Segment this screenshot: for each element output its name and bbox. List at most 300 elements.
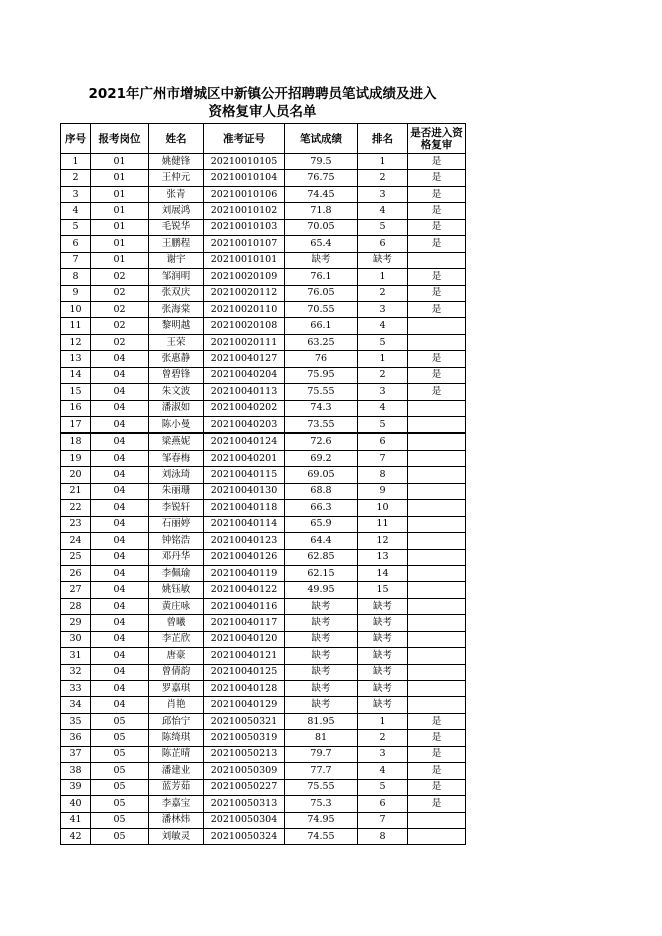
cell-index: 40	[61, 796, 91, 812]
cell-exam-id: 20210020111	[204, 334, 285, 350]
table-row	[61, 467, 466, 483]
cell-position: 05	[91, 828, 149, 844]
table-row	[61, 269, 466, 285]
cell-exam-id: 20210050319	[204, 730, 285, 746]
table-row	[61, 664, 466, 680]
cell-score: 65.4	[285, 236, 358, 252]
cell-position: 04	[91, 400, 149, 416]
cell-rank: 2	[358, 285, 408, 301]
cell-index: 2	[61, 170, 91, 186]
cell-score: 缺考	[285, 648, 358, 664]
table-row	[61, 170, 466, 186]
cell-exam-id: 20210050304	[204, 812, 285, 828]
cell-name: 梁燕妮	[149, 433, 204, 450]
table-row	[61, 301, 466, 317]
cell-position: 05	[91, 796, 149, 812]
cell-index: 10	[61, 301, 91, 317]
cell-rank: 1	[358, 154, 408, 170]
cell-rank: 8	[358, 467, 408, 483]
cell-index: 13	[61, 351, 91, 367]
cell-rank: 5	[358, 417, 408, 434]
cell-score: 64.4	[285, 533, 358, 549]
cell-index: 15	[61, 384, 91, 400]
cell-exam-id: 20210040129	[204, 697, 285, 713]
cell-exam-id: 20210010103	[204, 219, 285, 235]
page-title	[60, 85, 465, 121]
table-row	[61, 730, 466, 746]
cell-rank: 14	[358, 565, 408, 581]
header-score: 笔试成绩	[285, 124, 358, 154]
cell-score: 68.8	[285, 483, 358, 499]
cell-index: 21	[61, 483, 91, 499]
cell-score: 79.7	[285, 746, 358, 762]
title-line-2: 资格复审人员名单	[208, 104, 317, 120]
cell-index: 28	[61, 598, 91, 614]
cell-name: 唐豪	[149, 648, 204, 664]
cell-position: 04	[91, 697, 149, 713]
cell-name: 黄庄咏	[149, 598, 204, 614]
cell-name: 李嘉宝	[149, 796, 204, 812]
cell-index: 6	[61, 236, 91, 252]
cell-exam-id: 20210040203	[204, 417, 285, 434]
cell-name: 石丽婷	[149, 516, 204, 532]
cell-exam-id: 20210020109	[204, 269, 285, 285]
cell-name: 李锐轩	[149, 500, 204, 516]
cell-name: 姚健锋	[149, 154, 204, 170]
cell-exam-id: 20210040125	[204, 664, 285, 680]
cell-review: 是	[408, 269, 466, 285]
cell-position: 01	[91, 219, 149, 235]
cell-exam-id: 20210040120	[204, 631, 285, 647]
cell-name: 罗嘉琪	[149, 681, 204, 697]
cell-score: 缺考	[285, 664, 358, 680]
cell-name: 蓝芳茹	[149, 779, 204, 795]
cell-name: 潘淑如	[149, 400, 204, 416]
cell-exam-id: 20210040123	[204, 533, 285, 549]
cell-rank: 1	[358, 269, 408, 285]
cell-name: 朱文波	[149, 384, 204, 400]
cell-position: 04	[91, 615, 149, 631]
cell-rank: 9	[358, 483, 408, 499]
cell-name: 张惠静	[149, 351, 204, 367]
cell-name: 张双庆	[149, 285, 204, 301]
cell-index: 22	[61, 500, 91, 516]
header-name: 姓名	[149, 124, 204, 154]
cell-review: 是	[408, 713, 466, 729]
cell-position: 04	[91, 500, 149, 516]
cell-position: 04	[91, 648, 149, 664]
table-row	[61, 549, 466, 565]
cell-position: 04	[91, 565, 149, 581]
cell-index: 29	[61, 615, 91, 631]
cell-exam-id: 20210020110	[204, 301, 285, 317]
cell-exam-id: 20210040122	[204, 582, 285, 598]
cell-index: 11	[61, 318, 91, 334]
cell-review	[408, 417, 466, 434]
cell-name: 潘林炜	[149, 812, 204, 828]
cell-exam-id: 20210010106	[204, 186, 285, 202]
cell-rank: 缺考	[358, 697, 408, 713]
cell-rank: 6	[358, 236, 408, 252]
table-row	[61, 582, 466, 598]
cell-score: 76.1	[285, 269, 358, 285]
cell-index: 31	[61, 648, 91, 664]
cell-exam-id: 20210010102	[204, 203, 285, 219]
cell-review	[408, 500, 466, 516]
cell-index: 35	[61, 713, 91, 729]
cell-score: 缺考	[285, 598, 358, 614]
cell-review	[408, 516, 466, 532]
cell-review	[408, 252, 466, 268]
cell-score: 缺考	[285, 615, 358, 631]
table-row	[61, 565, 466, 581]
table-row	[61, 384, 466, 400]
header-rank: 排名	[358, 124, 408, 154]
cell-rank: 缺考	[358, 598, 408, 614]
cell-rank: 6	[358, 433, 408, 450]
cell-exam-id: 20210010104	[204, 170, 285, 186]
table-row	[61, 450, 466, 466]
cell-rank: 缺考	[358, 664, 408, 680]
cell-exam-id: 20210040201	[204, 450, 285, 466]
cell-exam-id: 20210020112	[204, 285, 285, 301]
table-row	[61, 533, 466, 549]
table-row	[61, 796, 466, 812]
table-row	[61, 433, 466, 450]
cell-position: 04	[91, 631, 149, 647]
cell-score: 69.05	[285, 467, 358, 483]
cell-name: 曾倩韵	[149, 664, 204, 680]
cell-review: 是	[408, 763, 466, 779]
cell-review	[408, 648, 466, 664]
cell-score: 49.95	[285, 582, 358, 598]
cell-review	[408, 400, 466, 416]
cell-review	[408, 828, 466, 844]
cell-position: 01	[91, 252, 149, 268]
cell-review	[408, 598, 466, 614]
cell-rank: 4	[358, 203, 408, 219]
cell-review	[408, 582, 466, 598]
cell-exam-id: 20210040130	[204, 483, 285, 499]
table-row	[61, 598, 466, 614]
cell-review: 是	[408, 367, 466, 383]
table-row	[61, 763, 466, 779]
cell-index: 32	[61, 664, 91, 680]
table-body	[61, 154, 466, 845]
table-row	[61, 516, 466, 532]
table-row	[61, 351, 466, 367]
cell-exam-id: 20210040116	[204, 598, 285, 614]
cell-score: 75.3	[285, 796, 358, 812]
cell-position: 04	[91, 367, 149, 383]
cell-position: 04	[91, 433, 149, 450]
cell-index: 24	[61, 533, 91, 549]
cell-exam-id: 20210040113	[204, 384, 285, 400]
cell-rank: 1	[358, 713, 408, 729]
cell-index: 19	[61, 450, 91, 466]
cell-score: 65.9	[285, 516, 358, 532]
cell-score: 缺考	[285, 631, 358, 647]
table-row	[61, 746, 466, 762]
cell-position: 02	[91, 269, 149, 285]
cell-score: 72.6	[285, 433, 358, 450]
table-row	[61, 697, 466, 713]
table-row	[61, 681, 466, 697]
cell-rank: 10	[358, 500, 408, 516]
cell-name: 张青	[149, 186, 204, 202]
cell-review: 是	[408, 236, 466, 252]
cell-position: 05	[91, 779, 149, 795]
table-row	[61, 203, 466, 219]
cell-exam-id: 20210040202	[204, 400, 285, 416]
cell-review	[408, 631, 466, 647]
cell-name: 谢宇	[149, 252, 204, 268]
cell-position: 01	[91, 236, 149, 252]
table-row	[61, 334, 466, 350]
cell-exam-id: 20210040127	[204, 351, 285, 367]
cell-review	[408, 812, 466, 828]
cell-index: 9	[61, 285, 91, 301]
table-row	[61, 219, 466, 235]
cell-index: 16	[61, 400, 91, 416]
cell-review	[408, 467, 466, 483]
table-row	[61, 779, 466, 795]
cell-index: 12	[61, 334, 91, 350]
table-row	[61, 252, 466, 268]
cell-review	[408, 615, 466, 631]
cell-name: 刘展鸿	[149, 203, 204, 219]
cell-review: 是	[408, 746, 466, 762]
cell-score: 74.45	[285, 186, 358, 202]
cell-review	[408, 433, 466, 450]
cell-index: 5	[61, 219, 91, 235]
cell-review: 是	[408, 154, 466, 170]
cell-position: 04	[91, 483, 149, 499]
cell-name: 陈小曼	[149, 417, 204, 434]
cell-score: 70.05	[285, 219, 358, 235]
cell-rank: 15	[358, 582, 408, 598]
cell-score: 66.3	[285, 500, 358, 516]
cell-rank: 5	[358, 219, 408, 235]
table-row	[61, 400, 466, 416]
cell-review	[408, 483, 466, 499]
cell-name: 曾碧锋	[149, 367, 204, 383]
cell-exam-id: 20210040114	[204, 516, 285, 532]
cell-score: 69.2	[285, 450, 358, 466]
cell-rank: 4	[358, 763, 408, 779]
cell-position: 04	[91, 598, 149, 614]
cell-review	[408, 565, 466, 581]
cell-review: 是	[408, 301, 466, 317]
cell-position: 05	[91, 763, 149, 779]
cell-name: 邓丹华	[149, 549, 204, 565]
cell-score: 62.15	[285, 565, 358, 581]
cell-review: 是	[408, 384, 466, 400]
cell-index: 7	[61, 252, 91, 268]
table-row	[61, 236, 466, 252]
table-header-row	[61, 124, 466, 154]
cell-rank: 8	[358, 828, 408, 844]
cell-position: 01	[91, 170, 149, 186]
cell-review: 是	[408, 351, 466, 367]
cell-index: 17	[61, 417, 91, 434]
cell-index: 3	[61, 186, 91, 202]
cell-rank: 11	[358, 516, 408, 532]
cell-position: 02	[91, 334, 149, 350]
cell-rank: 缺考	[358, 615, 408, 631]
cell-index: 23	[61, 516, 91, 532]
cell-name: 邹润明	[149, 269, 204, 285]
table-row	[61, 615, 466, 631]
cell-rank: 12	[358, 533, 408, 549]
cell-position: 05	[91, 713, 149, 729]
cell-rank: 3	[358, 186, 408, 202]
title-line-1: 2021年广州市增城区中新镇公开招聘聘员笔试成绩及进入	[88, 86, 437, 102]
cell-score: 63.25	[285, 334, 358, 350]
cell-name: 钟铭浩	[149, 533, 204, 549]
cell-rank: 1	[358, 351, 408, 367]
table-row	[61, 713, 466, 729]
cell-score: 71.8	[285, 203, 358, 219]
cell-exam-id: 20210020108	[204, 318, 285, 334]
cell-name: 曾曦	[149, 615, 204, 631]
cell-name: 毛锐华	[149, 219, 204, 235]
cell-score: 74.55	[285, 828, 358, 844]
table-row	[61, 367, 466, 383]
cell-index: 14	[61, 367, 91, 383]
cell-rank: 3	[358, 384, 408, 400]
cell-position: 04	[91, 467, 149, 483]
cell-name: 姚钰敏	[149, 582, 204, 598]
cell-name: 李芷欣	[149, 631, 204, 647]
cell-score: 75.55	[285, 384, 358, 400]
cell-score: 81	[285, 730, 358, 746]
cell-position: 04	[91, 450, 149, 466]
cell-index: 30	[61, 631, 91, 647]
cell-position: 04	[91, 533, 149, 549]
cell-position: 04	[91, 549, 149, 565]
cell-index: 37	[61, 746, 91, 762]
cell-exam-id: 20210040124	[204, 433, 285, 450]
cell-review	[408, 697, 466, 713]
cell-rank: 缺考	[358, 631, 408, 647]
cell-position: 04	[91, 384, 149, 400]
cell-exam-id: 20210050227	[204, 779, 285, 795]
cell-name: 李佩瑜	[149, 565, 204, 581]
cell-review	[408, 549, 466, 565]
cell-review: 是	[408, 730, 466, 746]
cell-rank: 4	[358, 400, 408, 416]
cell-review: 是	[408, 285, 466, 301]
cell-position: 01	[91, 203, 149, 219]
cell-name: 王鹏程	[149, 236, 204, 252]
cell-score: 76.05	[285, 285, 358, 301]
table-row	[61, 500, 466, 516]
cell-index: 18	[61, 433, 91, 450]
cell-name: 刘泳琦	[149, 467, 204, 483]
cell-score: 62.85	[285, 549, 358, 565]
cell-exam-id: 20210040204	[204, 367, 285, 383]
cell-rank: 2	[358, 730, 408, 746]
cell-exam-id: 20210050309	[204, 763, 285, 779]
cell-name: 陈绮琪	[149, 730, 204, 746]
cell-score: 77.7	[285, 763, 358, 779]
cell-position: 04	[91, 351, 149, 367]
cell-position: 04	[91, 516, 149, 532]
cell-exam-id: 20210040117	[204, 615, 285, 631]
cell-name: 张海棠	[149, 301, 204, 317]
header-exam-id: 准考证号	[204, 124, 285, 154]
cell-exam-id: 20210040121	[204, 648, 285, 664]
cell-exam-id: 20210040119	[204, 565, 285, 581]
cell-position: 01	[91, 186, 149, 202]
cell-position: 02	[91, 301, 149, 317]
cell-index: 4	[61, 203, 91, 219]
cell-score: 74.3	[285, 400, 358, 416]
cell-position: 02	[91, 318, 149, 334]
cell-review	[408, 533, 466, 549]
cell-score: 70.55	[285, 301, 358, 317]
cell-score: 66.1	[285, 318, 358, 334]
cell-score: 79.5	[285, 154, 358, 170]
cell-index: 1	[61, 154, 91, 170]
cell-index: 27	[61, 582, 91, 598]
cell-rank: 6	[358, 796, 408, 812]
cell-exam-id: 20210040118	[204, 500, 285, 516]
header-index: 序号	[61, 124, 91, 154]
cell-review: 是	[408, 796, 466, 812]
cell-name: 陈芷晴	[149, 746, 204, 762]
cell-exam-id: 20210040126	[204, 549, 285, 565]
cell-review: 是	[408, 203, 466, 219]
cell-name: 刘敏灵	[149, 828, 204, 844]
cell-index: 25	[61, 549, 91, 565]
table-row	[61, 631, 466, 647]
cell-exam-id: 20210010101	[204, 252, 285, 268]
cell-index: 38	[61, 763, 91, 779]
cell-rank: 3	[358, 746, 408, 762]
cell-index: 36	[61, 730, 91, 746]
cell-name: 肖艳	[149, 697, 204, 713]
cell-position: 05	[91, 730, 149, 746]
cell-exam-id: 20210040115	[204, 467, 285, 483]
cell-name: 王仲元	[149, 170, 204, 186]
cell-review: 是	[408, 779, 466, 795]
cell-exam-id: 20210050213	[204, 746, 285, 762]
cell-review	[408, 664, 466, 680]
cell-index: 26	[61, 565, 91, 581]
cell-rank: 2	[358, 367, 408, 383]
cell-score: 75.95	[285, 367, 358, 383]
cell-name: 潘建业	[149, 763, 204, 779]
cell-name: 朱丽珊	[149, 483, 204, 499]
table-row	[61, 417, 466, 434]
cell-exam-id: 20210040128	[204, 681, 285, 697]
cell-score: 76	[285, 351, 358, 367]
cell-position: 05	[91, 812, 149, 828]
cell-review: 是	[408, 219, 466, 235]
cell-name: 邱怡宁	[149, 713, 204, 729]
cell-index: 42	[61, 828, 91, 844]
cell-position: 02	[91, 285, 149, 301]
cell-rank: 5	[358, 779, 408, 795]
cell-score: 73.55	[285, 417, 358, 434]
cell-rank: 7	[358, 450, 408, 466]
cell-position: 04	[91, 681, 149, 697]
table-row	[61, 318, 466, 334]
cell-exam-id: 20210050321	[204, 713, 285, 729]
cell-rank: 7	[358, 812, 408, 828]
